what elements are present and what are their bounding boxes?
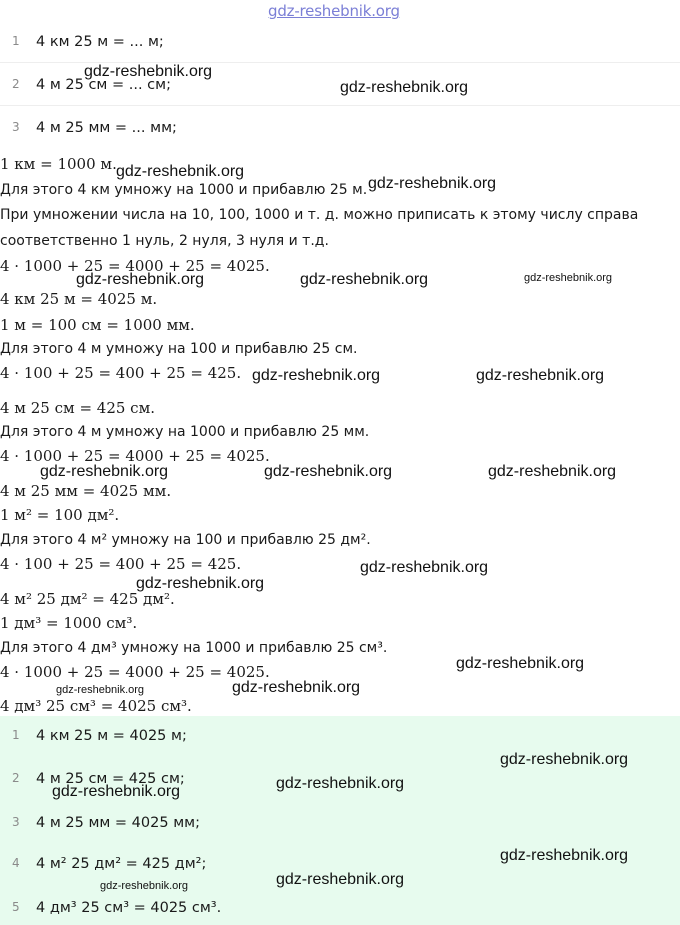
watermark: gdz-reshebnik.org [264, 463, 393, 480]
answer-number: 5 [12, 900, 20, 914]
answer-number: 2 [12, 771, 20, 785]
answer-number: 1 [12, 728, 20, 742]
answer-number: 4 [12, 856, 20, 870]
solution-line: 4 м 25 мм = 4025 мм. [0, 482, 172, 500]
divider [0, 105, 680, 106]
task-text: 4 м 25 см = ... см; [36, 77, 171, 93]
watermark: gdz-reshebnik.org [40, 463, 169, 480]
watermark: gdz-reshebnik.org [500, 847, 629, 864]
solution-line: 4 · 1000 + 25 = 4000 + 25 = 4025. [0, 663, 270, 681]
answer-text: 4 м 25 мм = 4025 мм; [36, 815, 200, 831]
watermark: gdz-reshebnik.org [84, 63, 213, 80]
watermark: gdz-reshebnik.org [476, 367, 605, 384]
watermark: gdz-reshebnik.org [136, 575, 265, 592]
task-text: 4 км 25 м = ... м; [36, 34, 164, 50]
answer-number: 3 [12, 815, 20, 829]
solution-line: Для этого 4 м² умножу на 100 и прибавлю 25 дм². [0, 532, 371, 548]
solution-line: Для этого 4 м умножу на 100 и прибавлю 25 см. [0, 341, 358, 357]
task-number: 1 [12, 34, 20, 48]
solution-line: 1 м = 100 см = 1000 мм. [0, 316, 195, 334]
watermark: gdz-reshebnik.org [456, 655, 585, 672]
solution-line: соответственно 1 нуль, 2 нуля, 3 нуля и т.д. [0, 233, 329, 249]
solution-line: 4 дм³ 25 см³ = 4025 см³. [0, 697, 192, 715]
watermark: gdz-reshebnik.org [524, 272, 613, 284]
watermark: gdz-reshebnik.org [276, 871, 405, 888]
watermark: gdz-reshebnik.org [56, 684, 145, 696]
solution-line: 1 м² = 100 дм². [0, 506, 120, 524]
answer-text: 4 дм³ 25 см³ = 4025 см³. [36, 900, 222, 916]
solution-line: Для этого 4 дм³ умножу на 1000 и прибавлю 25 см³. [0, 640, 388, 656]
watermark: gdz-reshebnik.org [360, 559, 489, 576]
watermark: gdz-reshebnik.org [300, 271, 429, 288]
solution-line: Для этого 4 м умножу на 1000 и прибавлю 25 мм. [0, 424, 370, 440]
solution-line: 1 дм³ = 1000 см³. [0, 614, 138, 632]
watermark: gdz-reshebnik.org [488, 463, 617, 480]
task-text: 4 м 25 мм = ... мм; [36, 120, 177, 136]
solution-line: 4 м 25 см = 425 см. [0, 399, 156, 417]
solution-line: 4 · 1000 + 25 = 4000 + 25 = 4025. [0, 447, 270, 465]
task-number: 3 [12, 120, 20, 134]
watermark: gdz-reshebnik.org [368, 175, 497, 192]
solution-line: 4 м² 25 дм² = 425 дм². [0, 590, 175, 608]
watermark: gdz-reshebnik.org [52, 783, 181, 800]
answer-text: 4 км 25 м = 4025 м; [36, 728, 187, 744]
solution-line: 1 км = 1000 м. [0, 155, 117, 173]
solution-line: 4 · 100 + 25 = 400 + 25 = 425. [0, 364, 242, 382]
answer-text: 4 м² 25 дм² = 425 дм²; [36, 856, 207, 872]
watermark: gdz-reshebnik.org [276, 775, 405, 792]
watermark: gdz-reshebnik.org [100, 880, 189, 892]
solution-line: 4 · 1000 + 25 = 4000 + 25 = 4025. [0, 257, 270, 275]
watermark: gdz-reshebnik.org [232, 679, 361, 696]
site-link[interactable]: gdz-reshebnik.org [268, 2, 400, 20]
solution-line: При умножении числа на 10, 100, 1000 и т. д. можно приписать к этому числу справа [0, 207, 639, 223]
task-number: 2 [12, 77, 20, 91]
watermark: gdz-reshebnik.org [252, 367, 381, 384]
watermark: gdz-reshebnik.org [500, 751, 629, 768]
solution-line: Для этого 4 км умножу на 1000 и прибавлю 25 м. [0, 182, 368, 198]
solution-line: 4 · 100 + 25 = 400 + 25 = 425. [0, 555, 242, 573]
watermark: gdz-reshebnik.org [76, 271, 205, 288]
watermark: gdz-reshebnik.org [340, 79, 469, 96]
solution-line: 4 км 25 м = 4025 м. [0, 290, 158, 308]
watermark: gdz-reshebnik.org [116, 163, 245, 180]
answer-text: 4 м 25 см = 425 см; [36, 771, 185, 787]
